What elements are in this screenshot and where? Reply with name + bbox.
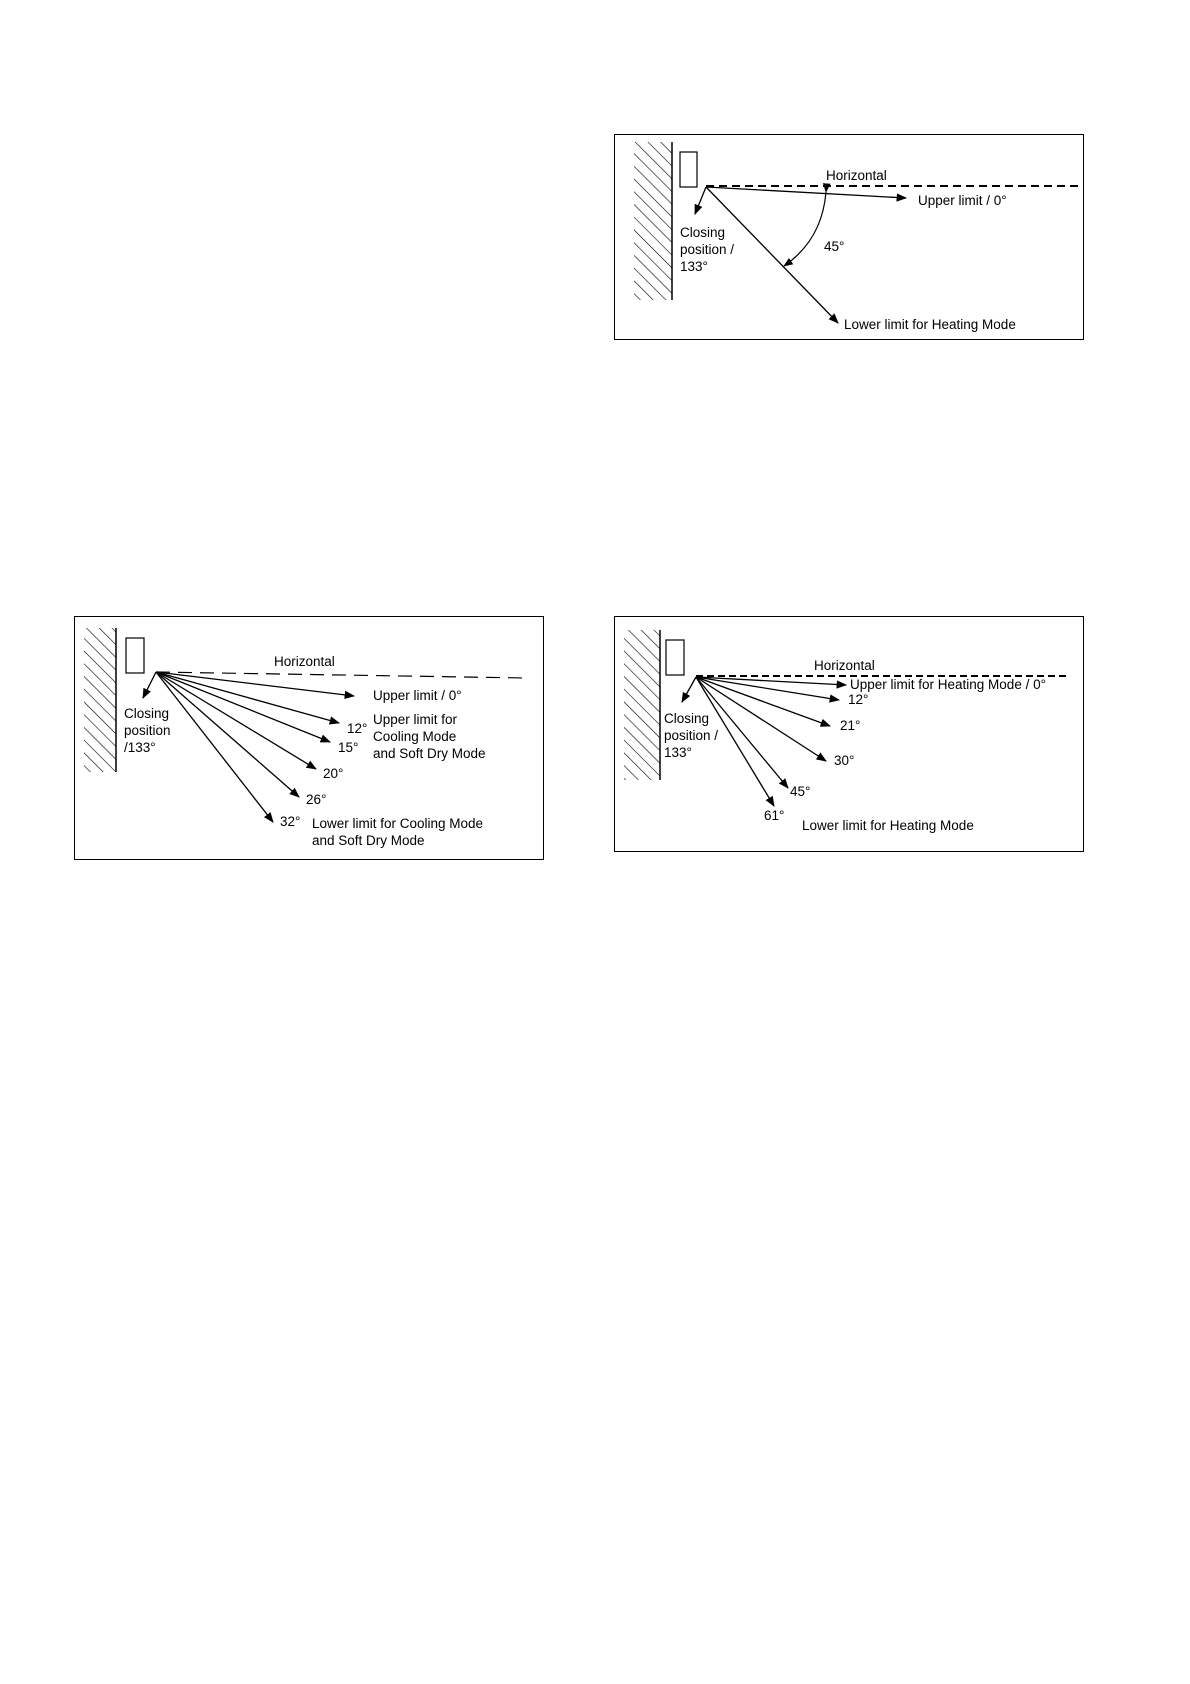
- closing-label-line: position /: [680, 242, 735, 257]
- lower-limit-label: Lower limit for Heating Mode: [844, 317, 1016, 332]
- heating-steps-diagram: [614, 616, 1084, 852]
- heating-range-svg: [614, 134, 1084, 340]
- horizontal-label: Horizontal: [826, 168, 887, 183]
- step-arrow: [156, 672, 339, 723]
- unit-outlet: [680, 152, 697, 187]
- closing-arrow: [695, 187, 706, 214]
- closing-label-line: Closing: [664, 711, 710, 726]
- heating-steps-svg: [614, 616, 1084, 852]
- step-angle-label: 32°: [280, 814, 301, 829]
- angle-arc: [784, 192, 826, 266]
- upper-limit-label: Upper limit / 0°: [373, 688, 462, 703]
- upper-limit-mode-line: Cooling Mode: [373, 729, 457, 744]
- cooling-steps-svg: [74, 616, 544, 860]
- closing-arrow: [682, 677, 696, 702]
- closing-label-line: 133°: [664, 745, 692, 760]
- horizontal-line: [156, 672, 526, 678]
- step-angle-label: 20°: [323, 766, 344, 781]
- step-arrow: [696, 677, 826, 761]
- horizontal-label: Horizontal: [814, 658, 875, 673]
- wall-hatch: [84, 628, 116, 772]
- upper-limit-arrow: [706, 187, 906, 198]
- lower-limit-label: Lower limit for Heating Mode: [802, 818, 974, 833]
- step-angle-label: 26°: [306, 792, 327, 807]
- closing-label-line: Closing: [680, 225, 726, 240]
- step-angle-label: 45°: [790, 784, 811, 799]
- upper-limit-mode-line: and Soft Dry Mode: [373, 746, 486, 761]
- step-angle-label: 21°: [840, 718, 861, 733]
- wall-hatch: [634, 142, 672, 300]
- lower-limit-mode-line: Lower limit for Cooling Mode: [312, 816, 484, 831]
- closing-label-line: Closing: [124, 706, 170, 721]
- step-angle-label: 61°: [764, 808, 785, 823]
- step-arrow: [156, 672, 273, 822]
- upper-limit-label: Upper limit / 0°: [918, 193, 1007, 208]
- closing-label-line: 133°: [680, 259, 708, 274]
- horizontal-label: Horizontal: [274, 654, 335, 669]
- unit-outlet: [126, 638, 144, 673]
- upper-limit-label: Upper limit for Heating Mode / 0°: [850, 677, 1046, 692]
- cooling-steps-diagram: [74, 616, 544, 860]
- step-angle-label: 12°: [848, 692, 869, 707]
- closing-label-line: position /: [664, 728, 719, 743]
- step-angle-label: 15°: [338, 740, 359, 755]
- closing-arrow: [143, 672, 156, 698]
- lower-limit-mode-line: and Soft Dry Mode: [312, 833, 425, 848]
- step-arrow: [156, 672, 316, 769]
- heating-range-diagram: [614, 134, 1084, 340]
- closing-label-line: /133°: [124, 740, 156, 755]
- step-arrow: [156, 672, 299, 797]
- wall-hatch: [624, 630, 660, 780]
- step-angle-label: 12°: [347, 721, 368, 736]
- upper-limit-mode-line: Upper limit for: [373, 712, 458, 727]
- closing-label-line: position: [124, 723, 171, 738]
- angle-label: 45°: [824, 239, 845, 254]
- unit-outlet: [666, 640, 684, 675]
- step-angle-label: 30°: [834, 753, 855, 768]
